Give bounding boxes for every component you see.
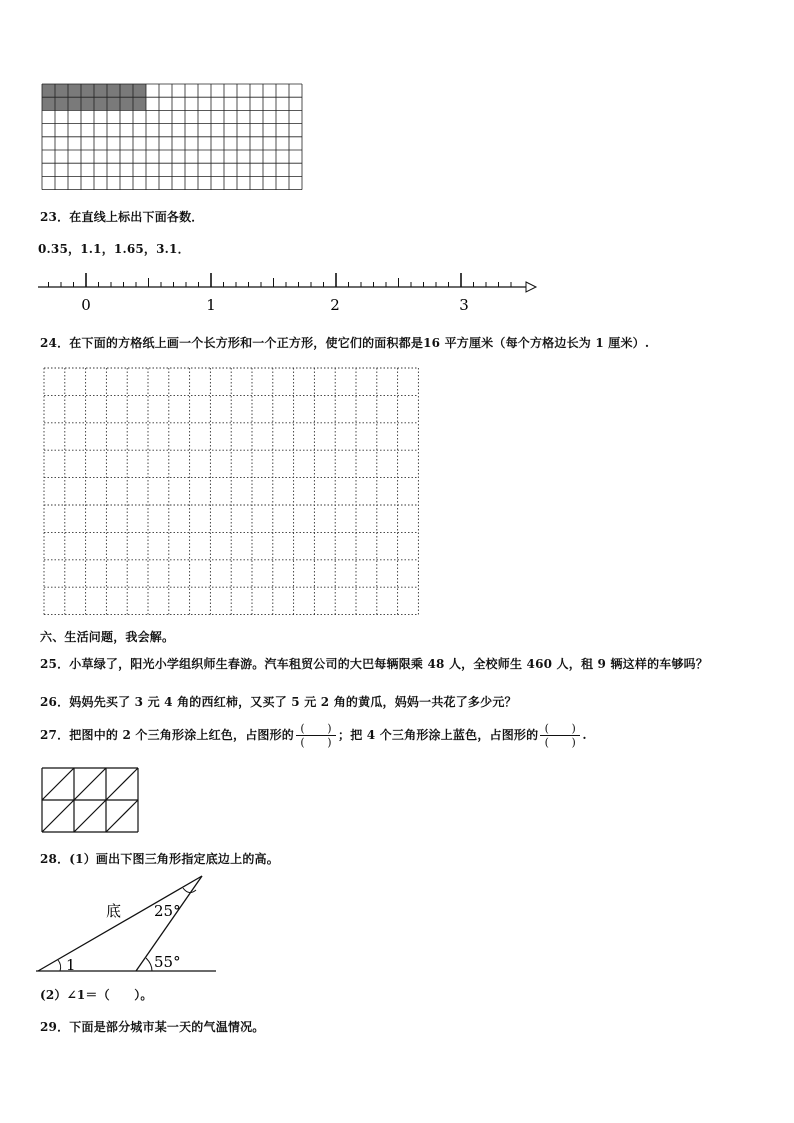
number-line [36, 270, 541, 314]
diagonal-line [106, 800, 138, 832]
angle-arc-right [146, 958, 152, 971]
angle-arc-left [58, 960, 61, 971]
q23-numbers: 0.35，1.1，1.65，3.1． [38, 242, 190, 256]
denominator-blank: ( ) [544, 736, 577, 749]
q24-text: 24．在下面的方格纸上画一个长方形和一个正方形，使它们的面积都是16 平方厘米（每个方格边长为 1 厘米）. [40, 336, 650, 350]
tick-label-1: 1 [206, 296, 216, 314]
tick-label-0: 0 [81, 296, 91, 314]
q23-text: 23．在直线上标出下面各数． [40, 210, 204, 224]
q28-part1: 28．(1）画出下图三角形指定底边上的高。 [40, 852, 279, 866]
triangle-figure [36, 874, 221, 978]
q26-text: 26．妈妈先买了 3 元 4 角的西红柿，又买了 5 元 2 角的黄瓜，妈妈一共花了多少元？ [40, 695, 517, 709]
label-angle-left: 1 [66, 956, 76, 974]
shaded-grid-figure [40, 80, 304, 192]
q25-text: 25．小草绿了，阳光小学组织师生春游。汽车租贸公司的大巴每辆限乘 48 人，全校师生 460 人，租 9 辆这样的车够吗？ [40, 657, 709, 671]
denominator-blank: ( ) [300, 736, 332, 749]
numerator-blank: ( ) [300, 722, 332, 735]
q27-part1: 27．把图中的 2 个三角形涂上红色，占图形的 [40, 728, 295, 742]
fraction-blank-2[interactable] [540, 722, 580, 749]
diagonal-line [42, 768, 74, 800]
label-angle-top: 25° [154, 902, 181, 920]
label-angle-right: 55° [154, 953, 181, 971]
diagonal-line [106, 768, 138, 800]
number-line-arrow [526, 282, 536, 292]
q28-part2: (2）∠1＝（ ）。 [40, 988, 153, 1002]
q27-end: . [582, 728, 587, 742]
dotted-grid-paper[interactable] [42, 366, 420, 618]
q27-part2: ；把 4 个三角形涂上蓝色，占图形的 [338, 728, 539, 742]
diagonal-line [42, 800, 74, 832]
tick-label-3: 3 [459, 296, 469, 314]
label-base: 底 [106, 902, 122, 920]
fraction-blank-1[interactable] [296, 722, 336, 749]
section-6-title: 六、生活问题，我会解。 [40, 630, 175, 644]
tick-label-2: 2 [330, 296, 340, 314]
angle-arc-top [183, 888, 196, 893]
triangle-grid-figure [40, 766, 142, 834]
q29-text: 29．下面是部分城市某一天的气温情况。 [40, 1020, 265, 1034]
diagonal-line [74, 800, 106, 832]
q27-line [40, 722, 587, 749]
numerator-blank: ( ) [544, 722, 577, 735]
diagonal-line [74, 768, 106, 800]
